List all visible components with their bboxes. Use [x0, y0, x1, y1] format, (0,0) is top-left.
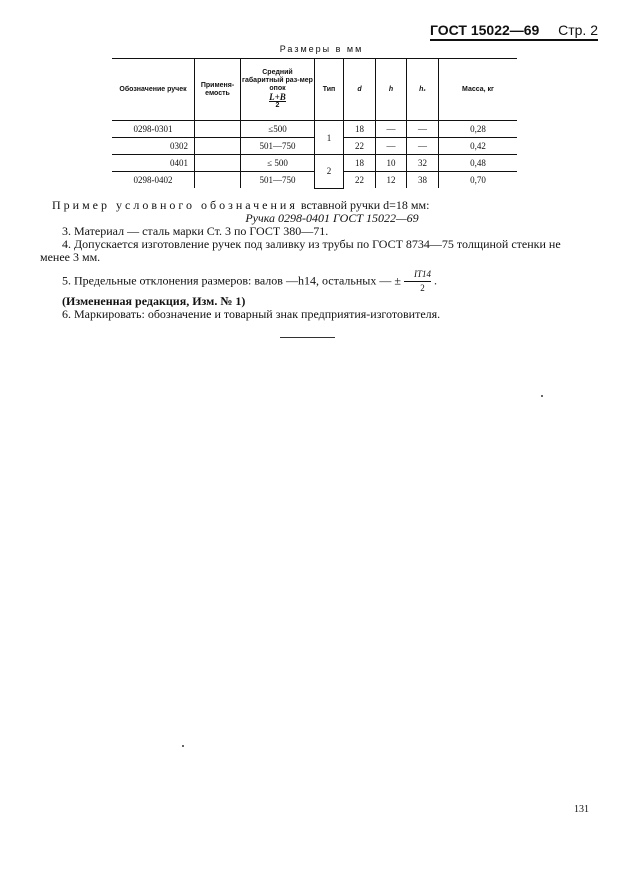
page-header [430, 22, 598, 41]
item-5-text: 5. Предельные отклонения размеров: валов —h14, остальных — ± [62, 273, 401, 288]
standard-number: ГОСТ 15022—69 [430, 22, 540, 38]
col-mass: Масса, кг [439, 59, 518, 121]
item-4: 4. Допускается изготовление ручек под заливку из трубы по ГОСТ 8734—75 толщиной стенки не менее 3 мм. [40, 237, 561, 264]
item-5-end: . [430, 273, 437, 288]
table-row [112, 121, 517, 138]
fraction-denominator: 2 [275, 102, 280, 109]
cell-mass: 0,70 [439, 172, 518, 189]
col-d: d [344, 59, 376, 121]
col-h1: h₁ [407, 59, 439, 121]
table-header-row [112, 59, 517, 121]
table-caption: Размеры в мм [279, 44, 364, 54]
cell-designation: 0401 [112, 155, 195, 172]
cell-designation: 0298-0301 [112, 121, 195, 138]
cell-mass: 0,48 [439, 155, 518, 172]
page-label: Стр. 2 [558, 22, 598, 38]
cell-designation: 0302 [112, 138, 195, 155]
cell-d: 18 [344, 155, 376, 172]
col-type: Тип [315, 59, 344, 121]
document-body [40, 198, 592, 321]
cell-type: 2 [315, 155, 344, 189]
example-rest: вставной ручки d=18 мм: [297, 198, 430, 212]
cell-h: — [376, 138, 407, 155]
col-applicability: Применя-емость [195, 59, 241, 121]
cell-avg-size: ≤ 500 [241, 155, 315, 172]
example-lead: Пример условного обозначения [52, 198, 298, 212]
item-5-fraction [404, 268, 431, 295]
item-3: 3. Материал — сталь марки Ст. 3 по ГОСТ 380—71. [62, 224, 329, 238]
speck [182, 745, 184, 747]
cell-mass: 0,42 [439, 138, 518, 155]
item-6: 6. Маркировать: обозначение и товарный знак предприятия-изготовителя. [62, 307, 441, 321]
cell-h1: — [407, 121, 439, 138]
page-number: 131 [574, 804, 589, 815]
cell-d: 18 [344, 121, 376, 138]
cell-applicability [195, 138, 241, 155]
table-row [112, 155, 517, 172]
fraction-numerator: IT14 [404, 268, 431, 282]
cell-designation: 0298-0402 [133, 175, 173, 185]
item-5 [52, 268, 592, 295]
cell-d: 22 [344, 172, 376, 189]
cell-h1: 38 [407, 172, 439, 189]
cell-type: 1 [315, 121, 344, 155]
cell-h: 10 [376, 155, 407, 172]
cell-mass: 0,28 [439, 121, 518, 138]
cell-applicability [195, 172, 241, 189]
cell-applicability [195, 121, 241, 138]
col-avg-size-label: Средний габаритный раз-мер опок [242, 69, 313, 92]
cell-h: 12 [376, 172, 407, 189]
cell-avg-size: 501—750 [241, 172, 315, 189]
cell-h: — [376, 121, 407, 138]
col-avg-size [241, 59, 315, 121]
cell-h1: 32 [407, 155, 439, 172]
col-h: h [376, 59, 407, 121]
col-designation: Обозначение ручек [119, 85, 187, 93]
amendment-note: (Измененная редакция, Изм. № 1) [62, 294, 246, 308]
cell-h1: — [407, 138, 439, 155]
end-rule [280, 337, 335, 338]
avg-size-fraction [269, 93, 286, 110]
dimensions-table [112, 58, 517, 189]
fraction-denominator: 2 [420, 283, 425, 293]
speck [541, 395, 543, 397]
cell-avg-size: ≤500 [241, 121, 315, 138]
cell-avg-size: 501—750 [241, 138, 315, 155]
cell-applicability [195, 155, 241, 172]
fraction-numerator: L+B [269, 92, 286, 102]
example-mark: Ручка 0298-0401 ГОСТ 15022—69 [245, 211, 419, 225]
cell-d: 22 [344, 138, 376, 155]
